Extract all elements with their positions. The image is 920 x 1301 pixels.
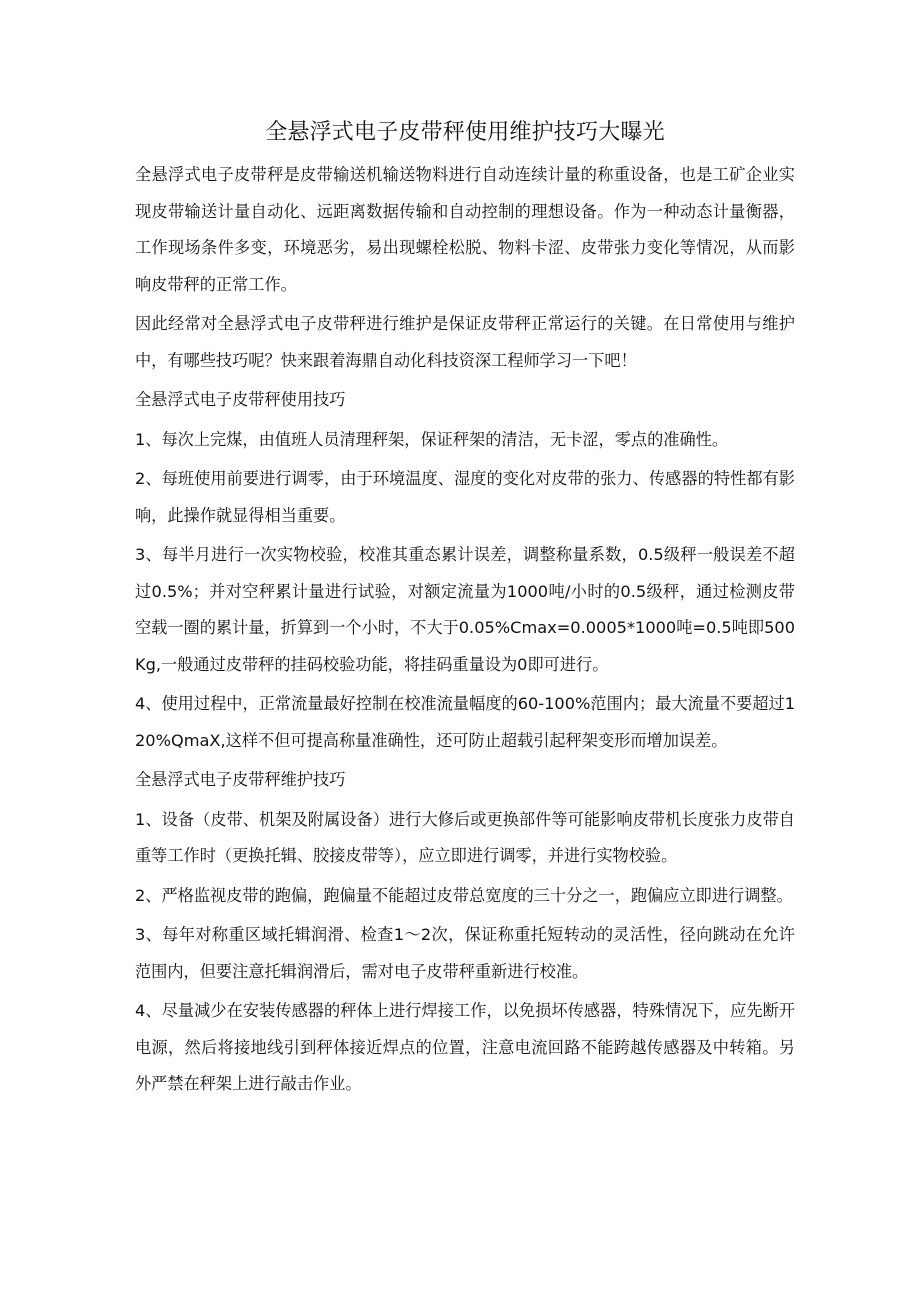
maintenance-tip-1: 1、设备（皮带、机架及附属设备）进行大修后或更换部件等可能影响皮带机长度张力皮带自重等工作时（更换托辑、胶接皮带等），应立即进行调零，并进行实物校验。 — [135, 809, 795, 865]
section-heading-maintenance: 全悬浮式电子皮带秤维护技巧 — [135, 770, 346, 789]
document-page — [135, 118, 795, 1106]
maintenance-tip-3: 3、每年对称重区域托辑润滑、检查1～2次，保证称重托短转动的灵活性，径向跳动在允许范围内，但要注意托辑润滑后，需对电子皮带秤重新进行校准。 — [135, 925, 795, 981]
intro-paragraph-2: 因此经常对全悬浮式电子皮带秤进行维护是保证皮带秤正常运行的关键。在日常使用与维护中，有哪些技巧呢？快来跟着海鼎自动化科技资深工程师学习一下吧！ — [135, 314, 795, 370]
usage-tip-1: 1、每次上完煤，由值班人员清理秤架，保证秤架的清洁，无卡涩，零点的准确性。 — [135, 429, 729, 449]
usage-tip-4: 4、使用过程中，正常流量最好控制在校准流量幅度的60-100%范围内；最大流量不要超过120%QmaX,这样不但可提高称量准确性，还可防止超载引起秤架变形而增加误差。 — [135, 694, 795, 750]
document-title: 全悬浮式电子皮带秤使用维护技巧大曝光 — [265, 120, 665, 145]
usage-tip-3: 3、每半月进行一次实物校验，校准其重态累计误差，调整称量系数，0.5级秤一般误差不超过0.5%；并对空秤累计量进行试验，对额定流量为1000吨/小时的0.5级秤，通过检测皮带空载一圈的累计量，折算到一个小时，不大于0.05%Cmax=0.0005*1000吨=0.5吨即500Kg,一般通过皮带秤的挂码校验功能，将挂码重量设为0即可进行。 — [135, 545, 796, 674]
intro-paragraph: 全悬浮式电子皮带秤是皮带输送机输送物料进行自动连续计量的称重设备，也是工矿企业实现皮带输送计量自动化、远距离数据传输和自动控制的理想设备。作为一种动态计量衡器，工作现场条件多变，环境恶劣，易出现螺栓松脱、物料卡涩、皮带张力变化等情况，从而影响皮带秤的正常工作。 — [135, 165, 795, 294]
maintenance-tip-2: 2、严格监视皮带的跑偏，跑偏量不能超过皮带总宽度的三十分之一，跑偏应立即进行调整。 — [135, 885, 793, 905]
maintenance-tip-4: 4、尽量减少在安装传感器的秤体上进行焊接工作，以免损坏传感器，特殊情况下，应先断开电源，然后将接地线引到秤体接近焊点的位置，注意电流回路不能跨越传感器及中转箱。另外严禁在秤架上进行敲击作业。 — [135, 1001, 795, 1093]
section-heading-usage: 全悬浮式电子皮带秤使用技巧 — [135, 390, 346, 409]
usage-tip-2: 2、每班使用前要进行调零，由于环境温度、湿度的变化对皮带的张力、传感器的特性都有影响，此操作就显得相当重要。 — [135, 469, 795, 525]
